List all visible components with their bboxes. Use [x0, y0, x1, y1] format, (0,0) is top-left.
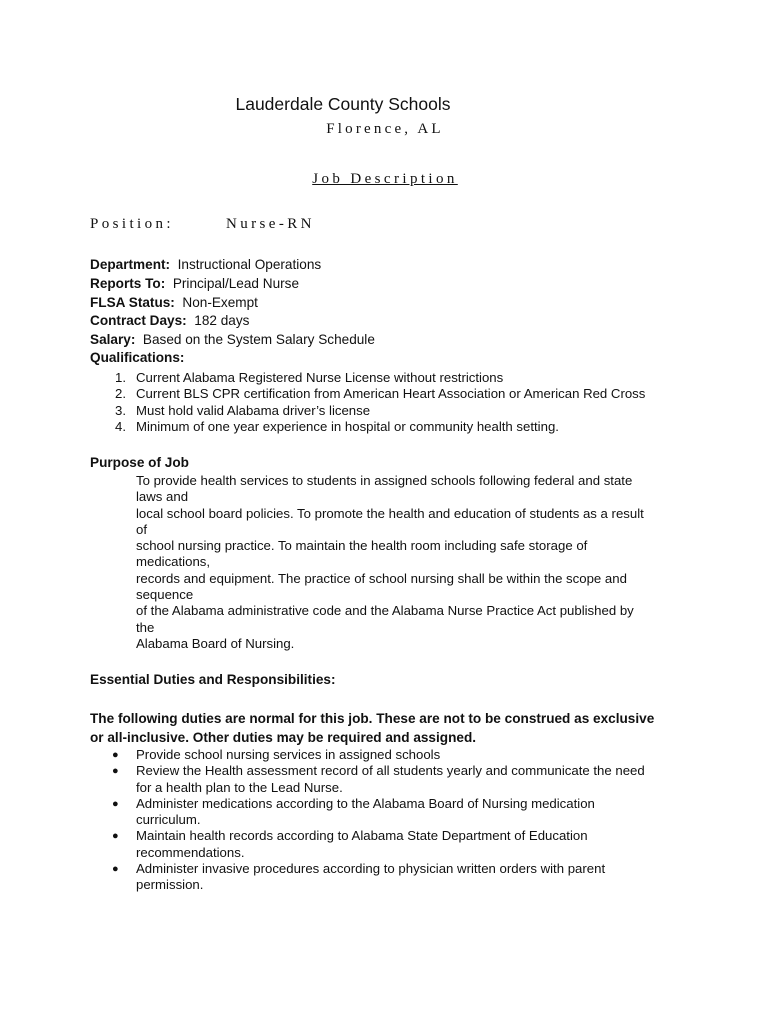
field-label: FLSA Status:	[90, 295, 175, 310]
purpose-paragraph	[136, 473, 696, 652]
field-salary	[90, 331, 375, 349]
item-text: Review the Health assessment record of all students yearly and communicate the need	[136, 763, 645, 779]
field-value: Non-Exempt	[182, 295, 258, 310]
field-department	[90, 256, 321, 274]
org-title: Lauderdale County Schools	[235, 94, 451, 114]
field-label: Reports To:	[90, 276, 166, 291]
note-line: or all-inclusive. Other duties may be required and assigned.	[90, 730, 477, 745]
item-text: recommendations.	[136, 844, 245, 860]
field-flsa-status	[90, 294, 258, 312]
paragraph-line: To provide health services to students in assigned schools following federal and state	[136, 473, 633, 488]
field-label: Contract Days:	[90, 313, 187, 328]
duties-list	[90, 747, 730, 894]
list-item	[90, 796, 730, 829]
list-item	[90, 403, 730, 419]
item-text: Minimum of one year experience in hospital or community health setting.	[136, 418, 559, 434]
field-contract-days	[90, 312, 249, 330]
item-text: Maintain health records according to Alabama State Department of Education	[136, 828, 588, 844]
paragraph-line: local school board policies. To promote the health and education of students as a result	[136, 505, 644, 521]
field-label: Department:	[90, 257, 171, 272]
duties-heading: Essential Duties and Responsibilities:	[90, 672, 336, 687]
field-value: Instructional Operations	[177, 257, 322, 272]
position-value: Nurse-RN	[226, 216, 315, 232]
item-text: Provide school nursing services in assigned schools	[136, 747, 441, 762]
item-number: 1.	[115, 370, 126, 385]
note-line: The following duties are normal for this job. These are not to be construed as exclusive	[90, 711, 655, 726]
list-item	[90, 419, 730, 435]
bullet-icon: ●	[112, 749, 119, 761]
bullet-icon: ●	[112, 797, 119, 810]
document-type-heading	[0, 171, 770, 188]
field-value: 182 days	[194, 313, 250, 328]
paragraph-line: medications,	[136, 554, 211, 570]
list-item	[90, 763, 730, 796]
field-value: Based on the System Salary Schedule	[142, 332, 375, 347]
purpose-heading: Purpose of Job	[90, 455, 189, 470]
city-subtitle: Florence, AL	[326, 121, 444, 137]
bullet-icon: ●	[112, 765, 119, 778]
list-item	[90, 747, 730, 763]
item-text: permission.	[136, 877, 204, 893]
item-number: 2.	[115, 386, 126, 402]
item-text: Administer invasive procedures according to physician written orders with parent	[136, 861, 606, 877]
item-text: for a health plan to the Lead Nurse.	[136, 779, 343, 795]
item-number: 3.	[115, 402, 126, 418]
list-item	[90, 828, 730, 861]
paragraph-line: sequence	[136, 587, 194, 603]
field-reports-to	[90, 275, 299, 293]
item-text: Current BLS CPR certification from American Heart Association or American Red Cross	[136, 386, 646, 402]
duties-note	[90, 709, 710, 747]
item-text: Current Alabama Registered Nurse License without restrictions	[136, 370, 504, 385]
list-item	[90, 386, 730, 402]
item-text: Administer medications according to the Alabama Board of Nursing medication	[136, 795, 595, 811]
list-item	[90, 370, 730, 386]
bullet-icon: ●	[112, 830, 119, 843]
item-number: 4.	[115, 418, 126, 434]
qualifications-heading: Qualifications:	[90, 350, 185, 365]
qualifications-list	[90, 370, 730, 435]
paragraph-line: school nursing practice. To maintain the health room including safe storage of	[136, 538, 588, 554]
list-item	[90, 861, 730, 894]
paragraph-line: Alabama Board of Nursing.	[136, 635, 295, 651]
paragraph-line: of the Alabama administrative code and the Alabama Nurse Practice Act published by	[136, 603, 634, 619]
item-text: Must hold valid Alabama driver’s license	[136, 402, 371, 418]
paragraph-line: the	[136, 619, 155, 635]
paragraph-line: of	[136, 521, 147, 537]
document-type-text: Job Description	[312, 171, 458, 187]
field-label: Salary:	[90, 332, 136, 347]
position-label: Position:	[90, 216, 174, 232]
bullet-icon: ●	[112, 863, 119, 876]
field-value: Principal/Lead Nurse	[172, 276, 300, 291]
paragraph-line: records and equipment. The practice of school nursing shall be within the scope and	[136, 570, 627, 586]
paragraph-line: laws and	[136, 489, 189, 505]
item-text: curriculum.	[136, 812, 201, 828]
